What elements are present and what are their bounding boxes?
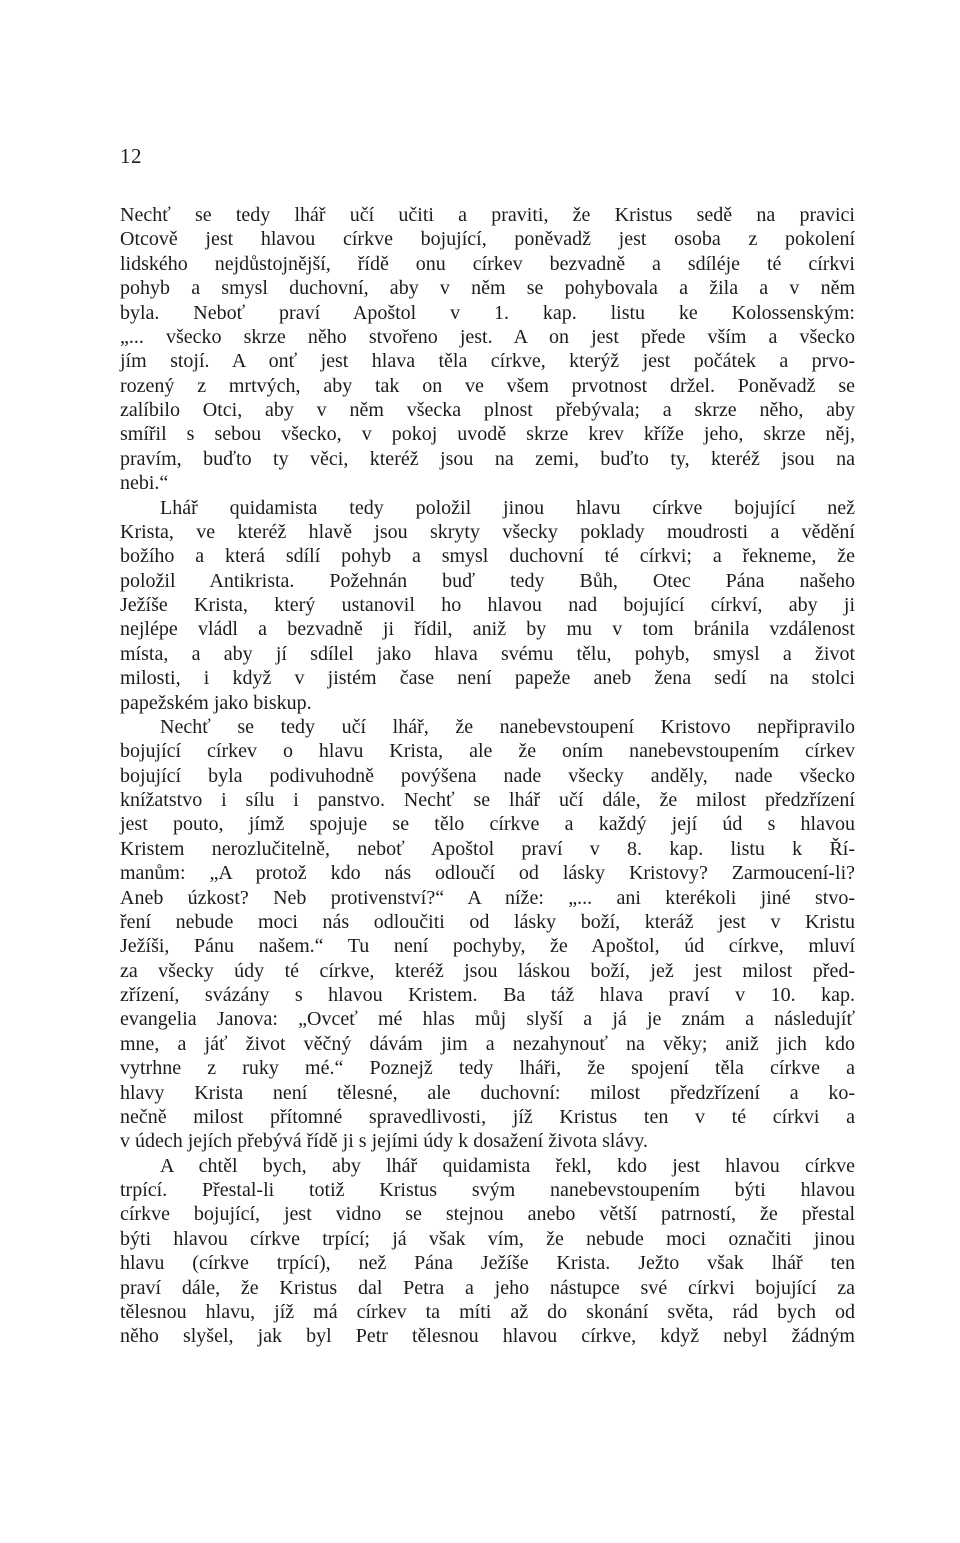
text-line: položil Antikrista. Požehnán buď tedy Bůh, Otec Pána našeho <box>120 569 855 592</box>
text-line: zřízení, svázány s hlavou Kristem. Ba táž hlava praví v 10. kap. <box>120 984 855 1006</box>
text-line: božího a která sdílí pohyb a smysl duchovní té církvi; a řekneme, že <box>120 545 855 568</box>
text-line: nečně milost přítomné spravedlivosti, jíž Kristus ten v té církvi a <box>120 1105 855 1128</box>
text-line: býti hlavou církve trpící; já však vím, že nebude moci označiti jinou <box>120 1227 855 1250</box>
text-line: knížatstvo i sílu i panstvo. Nechť se lhář učí dále, že milost předzřízení <box>120 789 855 811</box>
text-line: zalíbilo Otci, aby v něm všecka plnost přebývala; a skrze něho, aby <box>120 399 855 421</box>
text-line: A chtěl bych, aby lhář quidamista řekl, kdo jest hlavou církve <box>160 1154 855 1177</box>
text-line: evangelia Janova: „Ovceť mé hlas můj slyší a já je znám a následujíť <box>120 1008 855 1031</box>
text-line: nejlépe vládl a bezvadně ji řídil, aniž by mu v tom bránila vzdálenost <box>120 618 855 641</box>
text-line: církve bojující, jest vidno se stejnou anebo větší patrností, že přestal <box>120 1203 855 1226</box>
text-line: hlavy Krista není tělesné, ale duchovní: milost předzřízení a ko- <box>120 1081 855 1104</box>
text-line: místa, a aby jí sdílel jako hlava svému tělu, pohyb, smysl a život <box>120 642 855 665</box>
text-line: Nechť se tedy učí lhář, že nanebevstoupení Kristovo nepřipravilo <box>160 715 855 738</box>
text-line: pohyb a smysl duchovní, aby v něm se pohybovala a žila a v něm <box>120 277 855 300</box>
text-line: Aneb úzkost? Neb protivenství?“ A níže: „... ani kterékoli jiné stvo- <box>120 886 855 909</box>
text-line: praví dále, že Kristus dal Petra a jeho nástupce své církvi bojující za <box>120 1276 855 1299</box>
text-line: Krista, ve kteréž hlavě jsou skryty všecky poklady moudrosti a vědění <box>120 520 855 543</box>
text-line: za všecky údy té církve, kteréž jsou láskou boží, jež jest milost před- <box>120 959 855 982</box>
text-line: „... všecko skrze něho stvořeno jest. A on jest přede vším a všecko <box>120 325 855 348</box>
text-line: Nechť se tedy lhář učí učiti a praviti, že Kristus sedě na pravici <box>120 204 855 226</box>
text-line: lidského nejdůstojnější, řídě onu církev bezvadně a sdíléje té církvi <box>120 252 855 275</box>
text-line: pravím, buďto ty věci, kteréž jsou na zemi, buďto ty, kteréž jsou na <box>120 447 855 470</box>
text-line: jím stojí. A onť jest hlava těla církve, kterýž jest počátek a prvo- <box>120 350 855 373</box>
text-line: tělesnou hlavu, jíž má církev ta míti až do skonání světa, rád bych od <box>120 1300 855 1323</box>
text-line: mne, a jáť život věčný dávám jim a nezahynouť na věky; aniž jich kdo <box>120 1032 855 1055</box>
text-line: bojující byla podivuhodně povýšena nade všecky anděly, nade všecko <box>120 764 855 787</box>
text-line: nebi.“ <box>120 472 169 495</box>
page-number: 12 <box>120 144 142 168</box>
text-line: trpící. Přestal-li totiž Kristus svým nanebevstoupením býti hlavou <box>120 1179 855 1201</box>
text-line: smířil s sebou všecko, v pokoj uvodě skrze krev kříže jeho, skrze něj, <box>120 423 855 446</box>
text-line: byla. Neboť praví Apoštol v 1. kap. listu ke Kolossenským: <box>120 301 855 324</box>
text-line: Kristem nerozlučitelně, neboť Apoštol praví v 8. kap. listu k Ří- <box>120 837 855 860</box>
text-line: papežském jako biskup. <box>120 691 312 714</box>
text-line: milosti, i když v jistém čase není papeže aneb žena sedí na stolci <box>120 667 855 690</box>
page-body <box>120 203 855 1349</box>
text-line: manům: „A protož kdo nás odloučí od lásky Kristovy? Zarmoucení-li? <box>120 862 855 885</box>
text-line: bojující církev o hlavu Krista, ale že oním nanebevstoupením církev <box>120 740 855 763</box>
text-line: Ježíše Krista, který ustanovil ho hlavou nad bojující církví, aby ji <box>120 594 855 616</box>
text-line: Lhář quidamista tedy položil jinou hlavu církve bojující než <box>160 496 855 519</box>
text-line: jest pouto, jímž spojuje se tělo církve a každý její úd s hlavou <box>120 813 855 836</box>
text-line: Ježíši, Pánu našem.“ Tu není pochyby, že Apoštol, úd církve, mluví <box>120 935 855 958</box>
text-line: v údech jejích přebývá řídě ji s jejími údy k dosažení života slávy. <box>120 1130 648 1153</box>
text-line: něho slyšel, jak byl Petr tělesnou hlavou církve, když nebyl žádným <box>120 1325 855 1348</box>
text-line: ření nebude moci nás odloučiti od lásky boží, kteráž jest v Kristu <box>120 910 855 933</box>
text-line: Otcově jest hlavou církve bojující, poněvadž jest osoba z pokolení <box>120 228 855 251</box>
text-line: rozený z mrtvých, aby tak on ve všem prvotnost držel. Poněvadž se <box>120 374 855 397</box>
text-line: vytrhne z ruky mé.“ Poznejž tedy lháři, že spojení těla církve a <box>120 1057 855 1080</box>
text-line: hlavu (církve trpící), než Pána Ježíše Krista. Ježto však lhář ten <box>120 1252 855 1275</box>
